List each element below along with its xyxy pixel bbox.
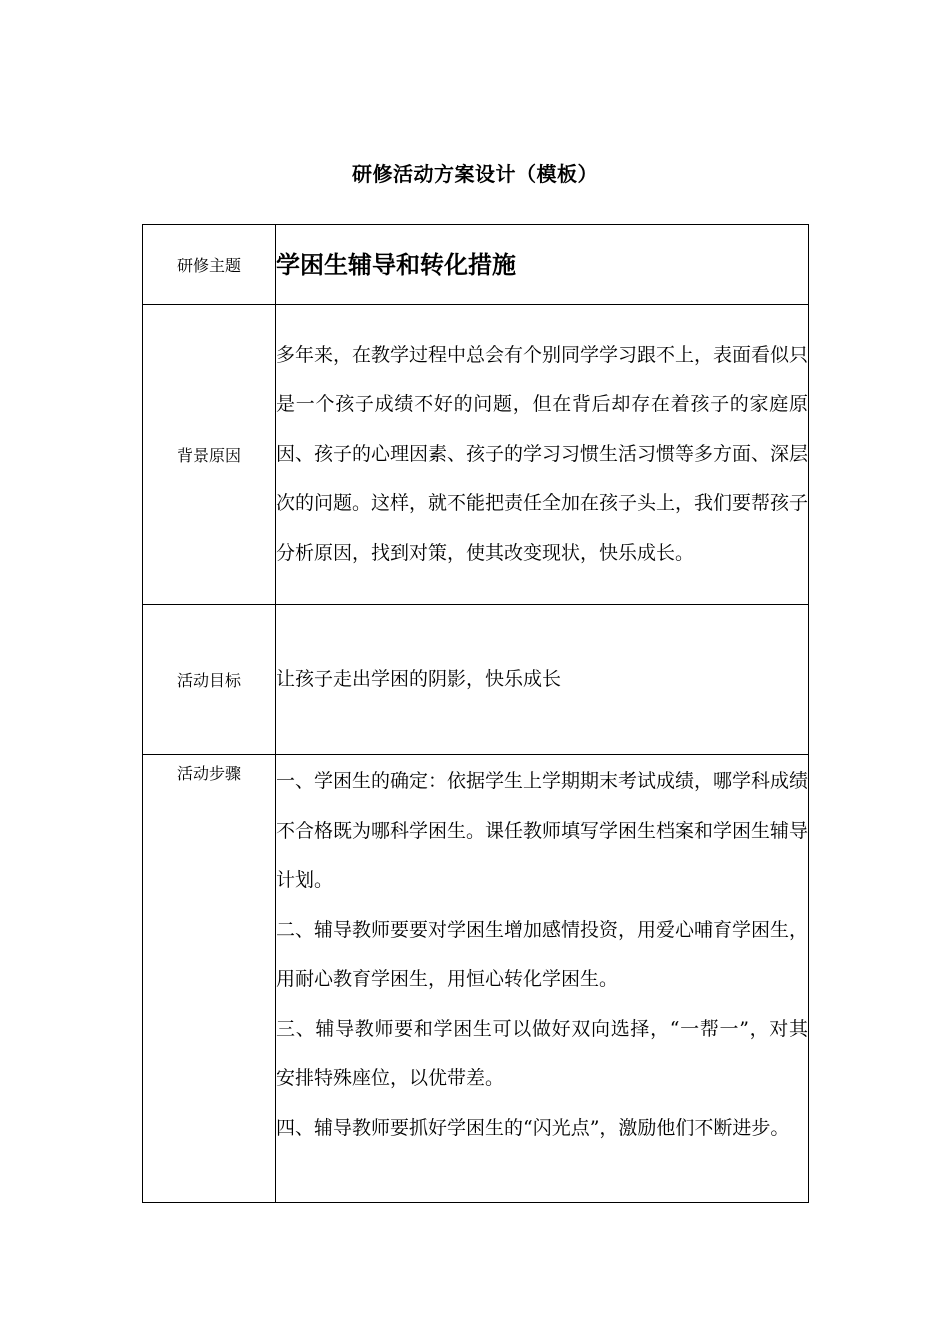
- step-item-2: 二、辅导教师要要对学困生增加感情投资，用爱心哺育学困生，用耐心教育学困生，用恒心转化学困生。: [276, 918, 809, 990]
- goal-value: 让孩子走出学困的阴影，快乐成长: [276, 605, 809, 755]
- step-item-4: 四、辅导教师要抓好学困生的“闪光点”，激励他们不断进步。: [276, 1116, 790, 1139]
- step-item-3: 三、辅导教师要和学困生可以做好双向选择，“一帮一”，对其安排特殊座位，以优带差。: [276, 1017, 808, 1089]
- table-row-goal: [143, 605, 809, 755]
- steps-label: 活动步骤: [143, 755, 276, 1203]
- plan-table: [142, 224, 809, 1203]
- step-item-1: 一、学困生的确定：依据学生上学期期末考试成绩，哪学科成绩不合格既为哪科学困生。课任教师填写学困生档案和学困生辅导计划。: [276, 770, 809, 891]
- topic-label: 研修主题: [143, 225, 276, 305]
- goal-label: 活动目标: [143, 605, 276, 755]
- table-row-background: [143, 305, 809, 605]
- table-row-topic: [143, 225, 809, 305]
- background-value: 多年来，在教学过程中总会有个别同学学习跟不上，表面看似只是一个孩子成绩不好的问题，但在背后却存在着孩子的家庭原因、孩子的心理因素、孩子的学习习惯生活习惯等多方面、深层次的问题。这样，就不能把责任全加在孩子头上，我们要帮孩子分析原因，找到对策，使其改变现状，快乐成长。: [276, 305, 809, 605]
- steps-value: [276, 755, 809, 1203]
- topic-value: 学困生辅导和转化措施: [276, 225, 809, 305]
- background-label: 背景原因: [143, 305, 276, 605]
- document-title: 研修活动方案设计（模板）: [352, 162, 598, 186]
- table-row-steps: [143, 755, 809, 1203]
